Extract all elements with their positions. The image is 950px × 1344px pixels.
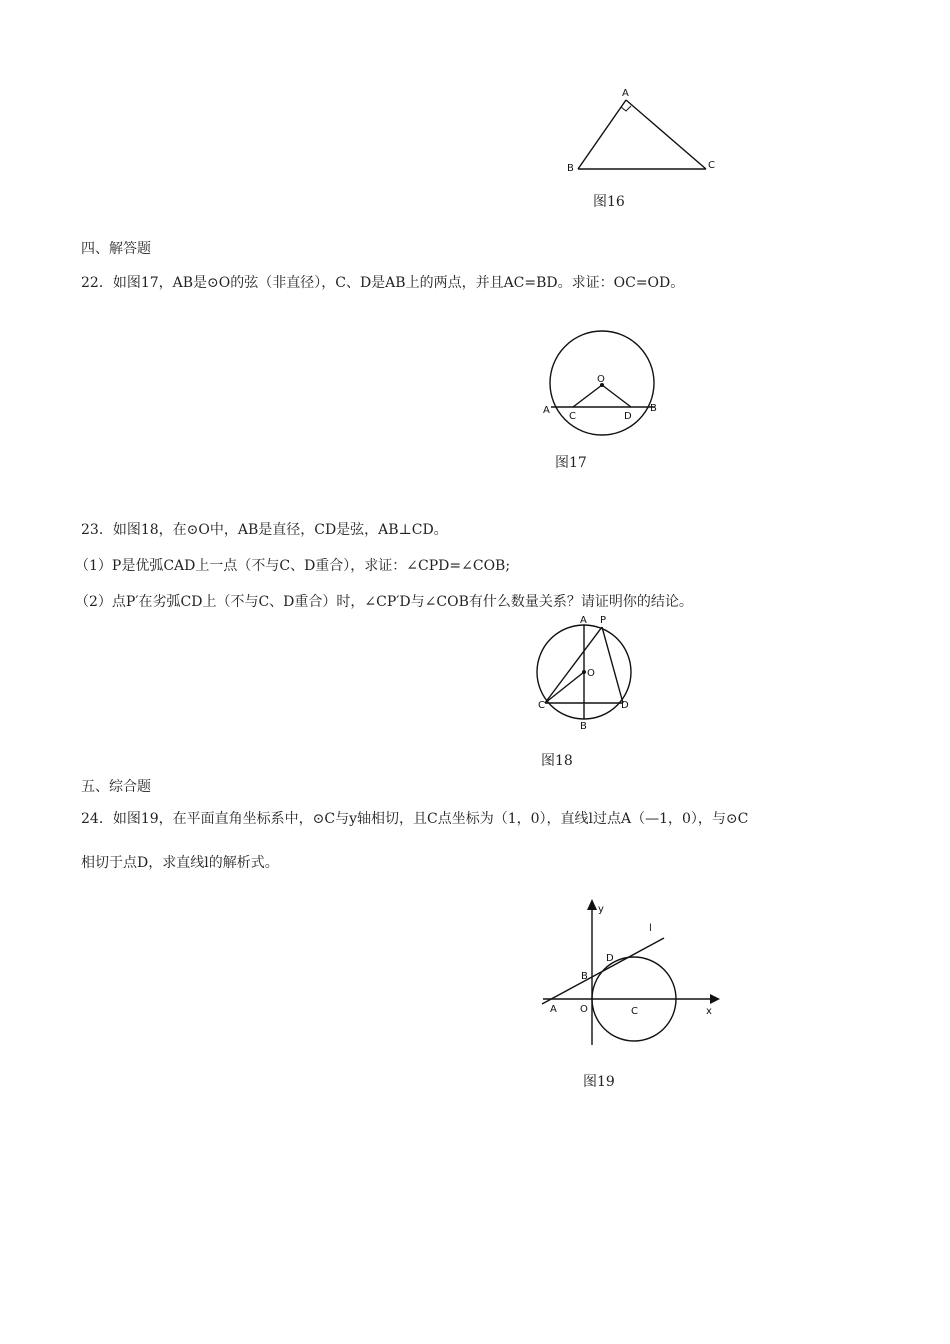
section-heading-5: 五、综合题: [81, 779, 151, 795]
figure-16-caption: 图16: [593, 194, 625, 210]
right-angle-mark: [621, 106, 631, 111]
triangle-side-ac: [626, 100, 706, 169]
label-x: x: [706, 1006, 712, 1017]
question-23-part-1: （1）P是优弧CAD上一点（不与C、D重合），求证：∠CPD=∠COB;: [75, 558, 511, 574]
label-d: D: [621, 700, 629, 711]
label-o: O: [580, 1004, 588, 1015]
question-24-line-1: 24．如图19，在平面直角坐标系中，⊙C与y轴相切，且C点坐标为（1，0），直线l过点A（—1，0），与⊙C: [81, 811, 749, 827]
question-23-text: 23．如图18，在⊙O中，AB是直径，CD是弦，AB⊥CD。: [81, 522, 448, 538]
tangent-line-l: [542, 938, 664, 1004]
figure-17: [540, 330, 670, 440]
label-o: O: [597, 374, 605, 385]
question-24-line-2: 相切于点D，求直线l的解析式。: [81, 855, 279, 871]
label-a: A: [580, 615, 587, 626]
label-l: l: [649, 923, 652, 934]
label-d: D: [606, 953, 614, 964]
segment-pd: [602, 627, 623, 703]
label-b: B: [580, 721, 587, 732]
label-o: O: [587, 668, 595, 679]
label-a: A: [543, 405, 550, 416]
figure-18: [530, 612, 640, 732]
triangle-side-ab: [578, 100, 626, 169]
label-c: C: [631, 1006, 638, 1017]
label-b: B: [650, 403, 657, 414]
figure-18-caption: 图18: [541, 753, 573, 769]
label-b: B: [581, 971, 588, 982]
figure-19: [538, 895, 728, 1055]
segment-od: [602, 385, 631, 407]
section-heading-4: 四、解答题: [81, 241, 151, 257]
figure-16: [560, 85, 730, 185]
label-y: y: [598, 904, 604, 915]
label-c: C: [538, 700, 545, 711]
label-c: C: [569, 411, 576, 422]
x-axis-arrow: [710, 994, 720, 1004]
figure-17-caption: 图17: [555, 455, 587, 471]
center-point: [582, 670, 586, 674]
label-p: P: [600, 615, 607, 626]
segment-pc: [545, 627, 602, 703]
label-a: A: [622, 88, 629, 99]
label-d: D: [624, 411, 632, 422]
label-b: B: [567, 163, 574, 174]
figure-19-caption: 图19: [583, 1074, 615, 1090]
segment-oc: [573, 385, 602, 407]
question-23-part-2: （2）点P′在劣弧CD上（不与C、D重合）时，∠CP′D与∠COB有什么数量关系？请证明你的结论。: [75, 594, 693, 610]
label-a: A: [550, 1004, 557, 1015]
label-c: C: [708, 160, 715, 171]
y-axis-arrow: [587, 899, 597, 910]
question-22-text: 22．如图17，AB是⊙O的弦（非直径），C、D是AB上的两点，并且AC=BD。求证：OC=OD。: [81, 275, 685, 291]
